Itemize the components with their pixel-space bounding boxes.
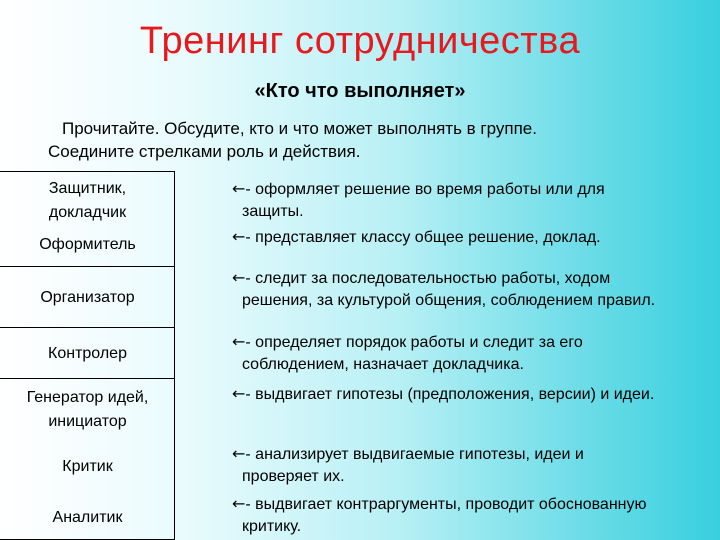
page-subtitle: «Кто что выполняет» — [254, 80, 466, 102]
role-divider — [0, 266, 174, 267]
action-item: ←- выдвигает контраргументы, проводит обоснованную критику. — [232, 494, 647, 535]
action-item: ←- анализирует выдвигаемые гипотезы, идеи и проверяет их. — [232, 444, 584, 485]
action-item: ←- определяет порядок работы и следит за его соблюдением, назначает докладчика. — [232, 332, 583, 373]
left-arrow-icon: ← — [232, 494, 246, 513]
action-item: ←- следит за последовательностью работы, ходом решения, за культурой общения, соблюдением правил. — [232, 268, 656, 309]
left-arrow-icon: ← — [232, 332, 246, 351]
instruction-line-1: Прочитайте. Обсудите, кто и что может выполнять в группе. — [62, 119, 537, 138]
action-item: ←- представляет классу общее решение, доклад. — [232, 227, 601, 246]
left-arrow-icon: ← — [232, 268, 246, 287]
left-arrow-icon: ← — [232, 179, 246, 198]
left-arrow-icon: ← — [232, 384, 246, 403]
role-controller: Контролер — [48, 345, 127, 362]
page-title: Тренинг сотрудничества — [139, 20, 581, 62]
role-idea-generator: Генератор идей, инициатор — [26, 389, 149, 430]
left-arrow-icon: ← — [232, 444, 246, 463]
action-item: ←- выдвигает гипотезы (предположения, версии) и идеи. — [232, 384, 655, 403]
role-divider — [0, 327, 174, 328]
left-arrow-icon: ← — [232, 227, 246, 246]
role-defender-speaker: Защитник, докладчик — [48, 180, 127, 221]
role-analyst: Аналитик — [52, 509, 123, 526]
instruction-line-2: Соедините стрелками роль и действия. — [48, 142, 361, 161]
role-designer: Оформитель — [39, 236, 136, 253]
role-divider — [0, 378, 174, 379]
role-critic: Критик — [62, 458, 113, 475]
role-organizer: Организатор — [40, 289, 135, 306]
action-item: ←- оформляет решение во время работы или для защиты. — [232, 179, 605, 220]
